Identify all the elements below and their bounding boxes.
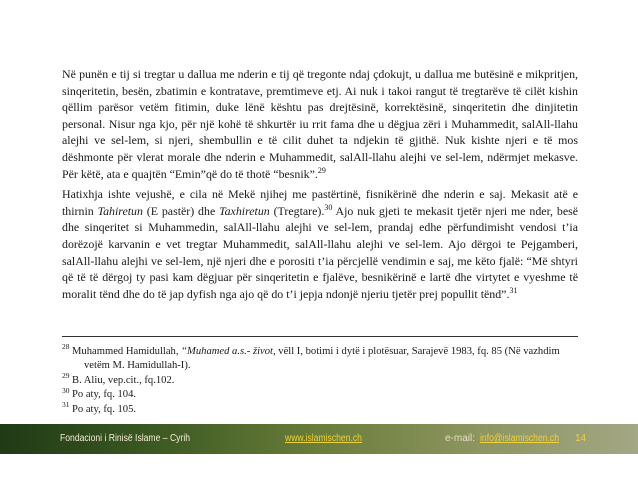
footnotes bbox=[62, 342, 578, 417]
footnote-book-title: “Muhamed a.s.- život bbox=[181, 346, 273, 357]
paragraph-2-part-1: Hatixhja ishte vejushë, e cila në Mekë njihej me pastërtinë, fisnikërinë dhe nderin e saj. Mekasit atë e thirnin bbox=[62, 187, 578, 218]
footer-email-label: e-mail: bbox=[445, 433, 476, 444]
paragraph-2-part-2: (E pastër) dhe bbox=[142, 203, 220, 218]
paragraph-2 bbox=[62, 186, 578, 302]
footnote-31: 31 Po aty, fq. 105. bbox=[62, 400, 137, 415]
page-number: 14 bbox=[575, 433, 587, 444]
footnote-text: Po aty, fq. 104. bbox=[72, 389, 137, 401]
term-taxhiretun: Taxhiretun bbox=[219, 203, 270, 218]
footnote-ref-30[interactable]: 30 bbox=[324, 202, 333, 212]
paragraph-1 bbox=[62, 66, 578, 182]
footnote-ref-29[interactable]: 29 bbox=[317, 165, 326, 175]
footnote-text: B. Aliu, vep.cit., fq.102. bbox=[72, 374, 175, 386]
footer-website-link[interactable]: www.islamischen.ch bbox=[285, 433, 362, 444]
footnote-text-rest: , vëll I, botimi i dytë i plotësuar, Sarajevë 1983, fq. 85 (Në vazhdim vetëm M. Hamidullah-I). bbox=[84, 346, 560, 372]
footnote-divider bbox=[62, 336, 578, 337]
footnote-text: Po aty, fq. 105. bbox=[72, 403, 137, 415]
footer-email-link[interactable]: info@islamischen.ch bbox=[480, 433, 559, 444]
footnote-text: Muhammed Hamidullah, bbox=[72, 346, 182, 357]
footnote-29: 29 B. Aliu, vep.cit., fq.102. bbox=[62, 371, 175, 386]
body-text bbox=[62, 66, 578, 306]
paragraph-2-part-3: (Tregtare). bbox=[269, 203, 325, 218]
page-footer bbox=[0, 424, 638, 454]
paragraph-1-text: Në punën e tij si tregtar u dallua me nderin e tij që tregonte ndaj çdokujt, u dallua me butësinë e mikpritjen, sinqeritetin, besën, zbatimin e kontratave, premtimeve etj. Ai nuk i takoi rangut të tregtarëve të cilët kishin qëllim parësor vetëm fitimin, duke lënë kështu pas drejtësinë, korrektësinë, sinqeritetin dhe dinjitetin personal. Nisur nga kjo, për një kohë të shkurtër iu rrit fama dhe u dëgjua zëri i Muhammedit, salAll-llahu alejhi ve sel-lem, si njeri, shembullin e të cilit duhet ta ndjekin të gjithë. Nuk kishte njeri e të mos dëshmonte për vlerat morale dhe nderin e Muhammedit, salAll-llahu alejhi ve sel-lem, ndërmjet mekasve. Për këtë, ata e quajtën “Emin”që do të thotë “besnik”. bbox=[62, 67, 578, 181]
footnote-30: 30 Po aty, fq. 104. bbox=[62, 385, 137, 401]
paragraph-2-part-4: Ajo nuk gjeti te mekasit tjetër njeri me nder, besë dhe sinqeritet si Muhammedin, salAll-llahu alejhi ve sel-lem, prandaj edhe përfundimisht vendosi t’ia dorëzojë karvanin e vet tregtar Muhammedit, salAll-llahu alejhi ve sel-lem. Ajo dërgoi te Pejgamberi, salAll-llahu alejhi ve sel-lem, një njeri dhe e porositi t’ia përcjellë vendimin e saj, me këto fjalë: “Më shtyri që të të dërgoj ty pasi kam dëgjuar për sinqeritetin e fjalëve, besnikërinë e lartë dhe virtytet e vyeshme të moralit tënd dhe do të jap dyfish nga ajo që do t’i jepja ndonjë njeriu tjetër prej popullit tënd”. bbox=[62, 203, 579, 301]
term-tahiretun: Tahiretun bbox=[97, 203, 143, 218]
footer-organization: Fondacioni i Rinisë Islame – Cyrih bbox=[60, 433, 191, 444]
footnote-28: 28 Muhammed Hamidullah, “Muhamed a.s.- život, vëll I, botimi i dytë i plotësuar, Sarajevë 1983, fq. 85 (Në vazhdim vetëm M. Hamidullah-I). bbox=[62, 342, 560, 372]
footnote-ref-31[interactable]: 31 bbox=[509, 285, 518, 295]
